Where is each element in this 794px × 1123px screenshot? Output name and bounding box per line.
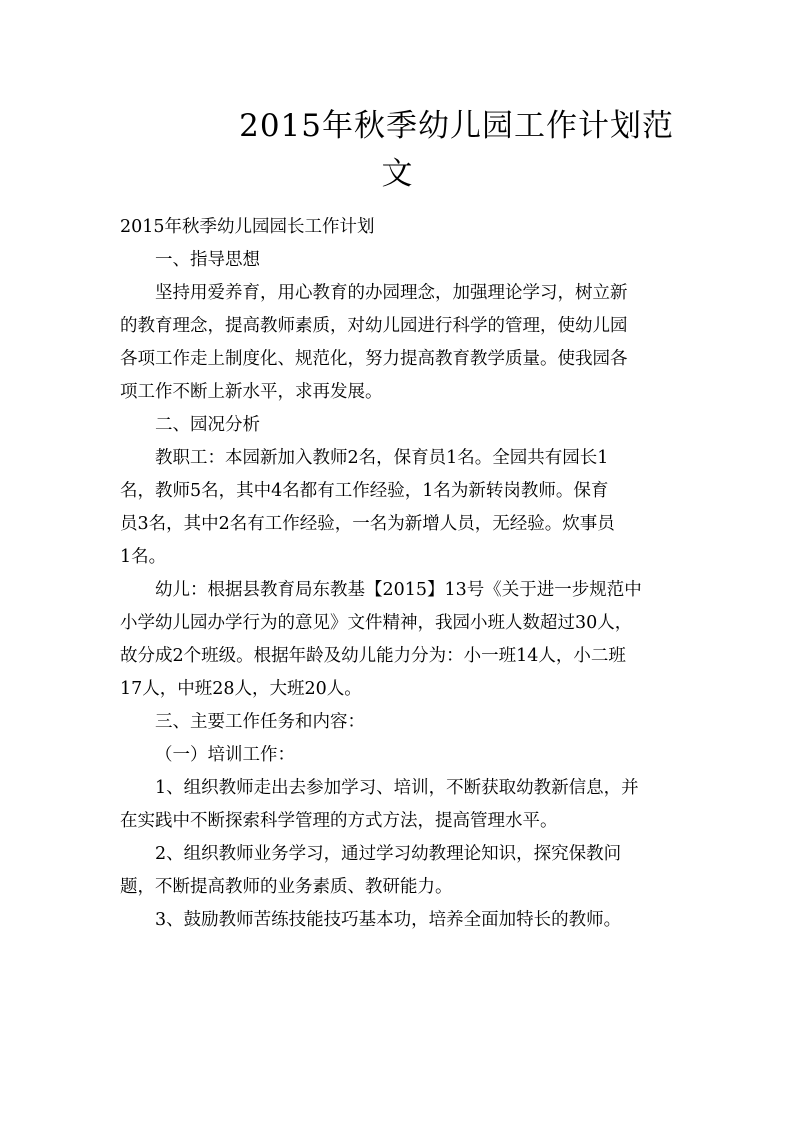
paragraph-line: 项工作不断上新水平，求再发展。 bbox=[120, 382, 383, 402]
paragraph-line: 名，教师5名，其中4名都有工作经验，1名为新转岗教师。保育 bbox=[120, 481, 609, 501]
list-item-training-2 bbox=[120, 839, 676, 905]
paragraph-line: 在实践中不断探索科学管理的方式方法，提高管理水平。 bbox=[120, 811, 558, 831]
list-item-training-3 bbox=[120, 905, 676, 938]
paragraph-line: 员3名，其中2名有工作经验，一名为新增人员，无经验。炊事员 bbox=[120, 514, 615, 534]
paragraph-guiding-ideology bbox=[120, 278, 676, 410]
paragraph-line: 的教育理念，提高教师素质，对幼儿园进行科学的管理，使幼儿园 bbox=[120, 316, 628, 336]
paragraph-staff bbox=[120, 443, 676, 575]
paragraph-line: 17人，中班28人，大班20人。 bbox=[120, 679, 362, 699]
paragraph-line: 坚持用爱养育，用心教育的办园理念，加强理论学习，树立新 bbox=[155, 283, 628, 303]
paragraph-line: 故分成2个班级。根据年龄及幼儿能力分为：小一班14人，小二班 bbox=[120, 646, 626, 666]
paragraph-line: 1、组织教师走出去参加学习、培训，不断获取幼教新信息，并 bbox=[155, 778, 639, 798]
document-subtitle: 2015年秋季幼儿园园长工作计划 bbox=[120, 217, 375, 237]
document-body bbox=[120, 212, 676, 938]
paragraph-line: 1名。 bbox=[120, 547, 167, 567]
paragraph-line: 2、组织教师业务学习，通过学习幼教理论知识，探究保教问 bbox=[155, 844, 622, 864]
list-item-training-1 bbox=[120, 773, 676, 839]
subsection-heading-training: （一）培训工作： bbox=[155, 745, 295, 765]
paragraph-line: 3、鼓励教师苦练技能技巧基本功，培养全面加特长的教师。 bbox=[155, 910, 622, 930]
section-heading-situation-analysis: 二、园况分析 bbox=[155, 415, 260, 435]
paragraph-line: 题，不断提高教师的业务素质、教研能力。 bbox=[120, 877, 453, 897]
document-title-line2: 文 bbox=[381, 156, 413, 192]
paragraph-children bbox=[120, 575, 676, 707]
document-title-line1: 2015年秋季幼儿园工作计划范 bbox=[239, 108, 674, 144]
paragraph-line: 各项工作走上制度化、规范化，努力提高教育教学质量。使我园各 bbox=[120, 349, 628, 369]
paragraph-line: 教职工：本园新加入教师2名，保育员1名。全园共有园长1 bbox=[155, 448, 609, 468]
section-heading-guiding-ideology: 一、指导思想 bbox=[155, 250, 260, 270]
section-heading-main-tasks: 三、主要工作任务和内容： bbox=[155, 712, 365, 732]
paragraph-line: 幼儿：根据县教育局东教基【2015】13号《关于进一步规范中 bbox=[155, 580, 642, 600]
paragraph-line: 小学幼儿园办学行为的意见》文件精神，我园小班人数超过30人， bbox=[120, 613, 633, 633]
